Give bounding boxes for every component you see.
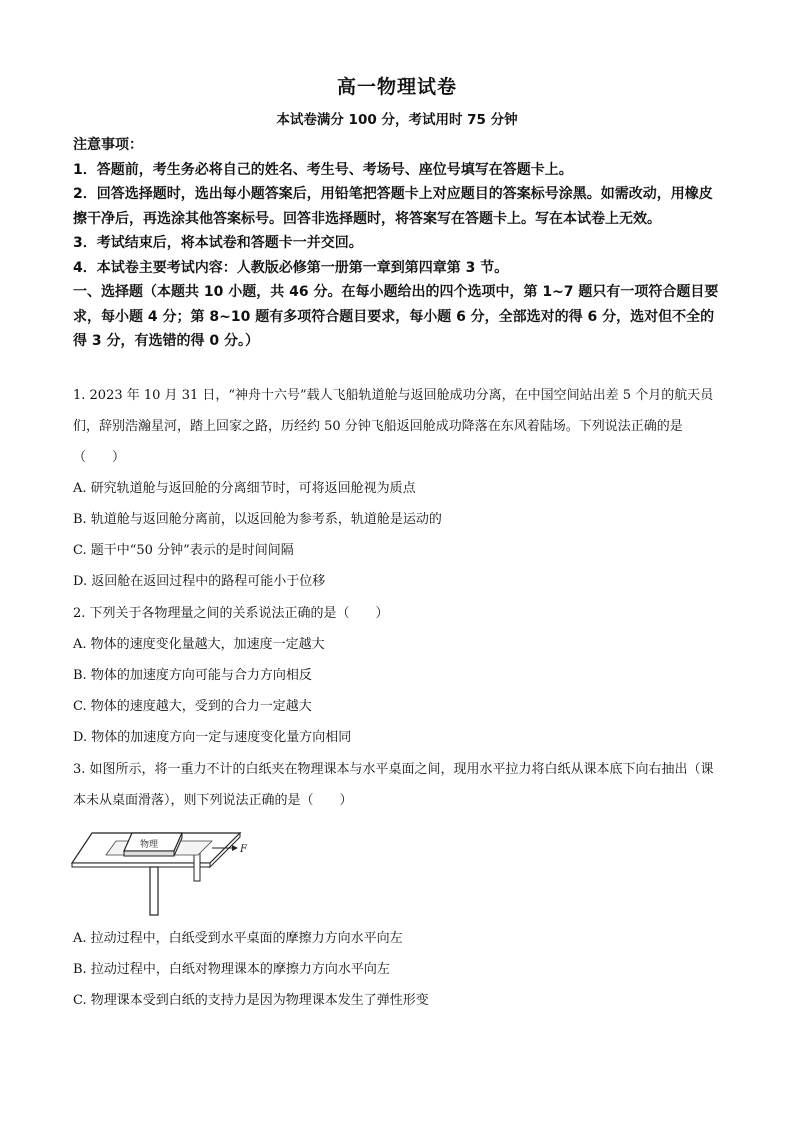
exam-title: 高一物理试卷 (336, 76, 457, 98)
question-1-option-c: C. 题干中“50 分钟”表示的是时间间隔 (73, 543, 294, 558)
notes-item-4: 4．本试卷主要考试内容：人教版必修第一册第一章到第四章第 3 节。 (73, 259, 509, 276)
force-label: F (240, 844, 247, 855)
question-3 (73, 754, 723, 816)
section-heading: 一、选择题（本题共 10 小题，共 46 分。在每小题给出的四个选项中，第 1~7 题只有一项符合题目要求，每小题 4 分；第 8~10 题有多项符合题目要求，每小题 6 分，全部选对的得 6 分，选对但不全的得 3 分，有选错的得 0 分。） (73, 284, 719, 349)
question-2-option-b: B. 物体的加速度方向可能与合力方向相反 (73, 668, 312, 683)
book-label: 物理 (140, 840, 159, 850)
question-1-option-d: D. 返回舱在返回过程中的路程可能小于位移 (73, 574, 326, 589)
question-3-option-b: B. 拉动过程中，白纸对物理课本的摩擦力方向水平向左 (73, 962, 390, 977)
question-3-option-a: A. 拉动过程中，白纸受到水平桌面的摩擦力方向水平向左 (73, 931, 403, 946)
notes-header: 注意事项： (73, 137, 143, 153)
question-2-option-a: A. 物体的速度变化量越大，加速度一定越大 (73, 637, 325, 652)
question-1-option-a: A. 研究轨道舱与返回舱的分离细节时，可将返回舱视为质点 (73, 481, 416, 496)
question-3-option-c: C. 物理课本受到白纸的支持力是因为物理课本发生了弹性形变 (73, 993, 429, 1008)
force-arrowhead (232, 845, 238, 851)
table-edge (72, 863, 210, 867)
book-spine (124, 851, 174, 856)
table-leg-front (150, 867, 158, 915)
question-2-option-c: C. 物体的速度越大，受到的合力一定越大 (73, 699, 312, 714)
question-2-stem: 2. 下列关于各物理量之间的关系说法正确的是（ ） (73, 606, 389, 621)
notes-item-3: 3．考试结束后，将本试卷和答题卡一并交回。 (73, 235, 363, 251)
notes-item-1: 1．答题前，考生务必将自己的姓名、考生号、考场号、座位号填写在答题卡上。 (73, 161, 573, 178)
exam-subtitle: 本试卷满分 100 分，考试用时 75 分钟 (276, 112, 518, 128)
question-3-options (73, 923, 723, 1016)
question-1-option-b: B. 轨道舱与返回舱分离前，以返回舱为参考系，轨道舱是运动的 (73, 512, 442, 527)
notes-block (73, 133, 723, 354)
question-1 (73, 380, 723, 597)
question-3-figure (70, 823, 250, 918)
question-1-stem: 1. 2023 年 10 月 31 日，“神舟十六号”载人飞船轨道舱与返回舱成功分离，在中国空间站出差 5 个月的航天员们，辞别浩瀚星河，踏上回家之路，历经约 50 分钟飞船返回舱成功降落在东风着陆场。下列说法正确的是（ ） (73, 388, 714, 465)
question-2-option-d: D. 物体的加速度方向一定与速度变化量方向相同 (73, 730, 352, 745)
question-3-stem: 3. 如图所示，将一重力不计的白纸夹在物理课本与水平桌面之间，现用水平拉力将白纸从课本底下向右抽出（课本未从桌面滑落），则下列说法正确的是（ ） (73, 762, 714, 808)
question-2 (73, 598, 723, 753)
notes-item-2: 2．回答选择题时，选出每小题答案后，用铅笔把答题卡上对应题目的答案标号涂黑。如需改动，用橡皮擦干净后，再选涂其他答案标号。回答非选择题时，将答案写在答题卡上。写在本试卷上无效。 (73, 186, 713, 227)
